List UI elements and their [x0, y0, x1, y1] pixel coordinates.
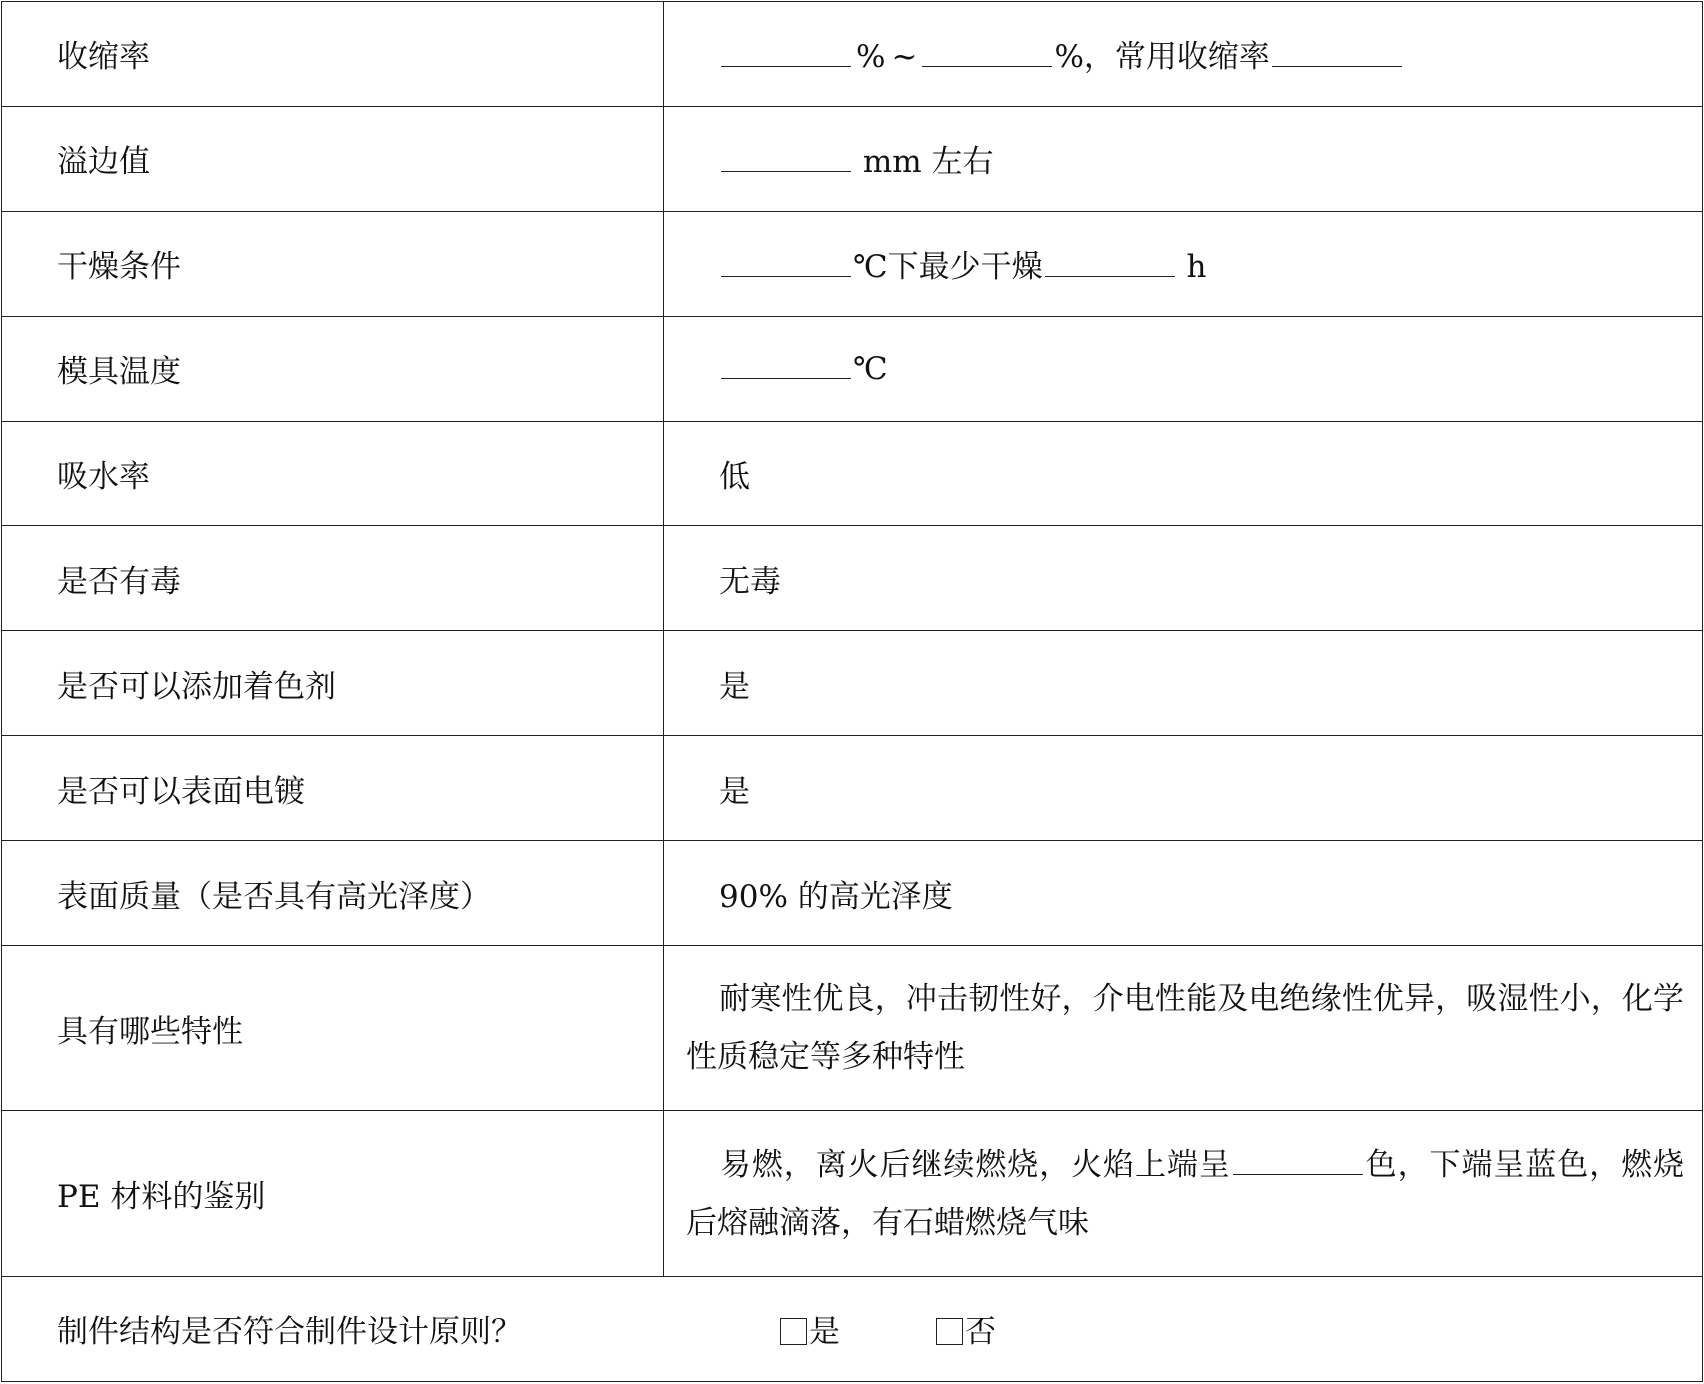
question-text: 制件结构是否符合制件设计原则？ [57, 1314, 522, 1351]
flash-value: mm 左右 [664, 106, 1703, 211]
row-value: 无毒 [664, 526, 1703, 631]
row-value: 90% 的高光泽度 [664, 841, 1703, 946]
table-row [2, 106, 1703, 211]
table-row [2, 946, 1703, 1111]
blank-field[interactable] [1045, 254, 1175, 277]
row-label: PE 材料的鉴别 [2, 1111, 664, 1276]
material-property-table [1, 1, 1703, 1382]
mold-temp-value: ℃ [664, 316, 1703, 421]
blank-field[interactable] [721, 44, 851, 67]
row-value: 是 [664, 631, 1703, 736]
blank-field[interactable] [721, 149, 851, 172]
row-label: 是否可以添加着色剂 [2, 631, 664, 736]
row-label: 是否可以表面电镀 [2, 736, 664, 841]
checkbox-yes[interactable] [780, 1318, 807, 1345]
drying-value: ℃下最少干燥 h [664, 211, 1703, 316]
table-row [2, 316, 1703, 421]
blank-field[interactable] [721, 356, 851, 379]
blank-field[interactable] [922, 44, 1052, 67]
properties-value: 耐寒性优良，冲击韧性好，介电性能及电绝缘性优异，吸湿性小，化学性质稳定等多种特性 [664, 946, 1703, 1111]
row-label: 收缩率 [2, 2, 664, 107]
row-label: 表面质量（是否具有高光泽度） [2, 841, 664, 946]
blank-field[interactable] [1233, 1152, 1363, 1175]
table-row [2, 631, 1703, 736]
identification-value: 易燃，离火后继续燃烧，火焰上端呈 色，下端呈蓝色，燃烧后熔融滴落，有石蜡燃烧气味 [664, 1111, 1703, 1276]
shrinkage-value: % ~ %，常用收缩率 [664, 2, 1703, 107]
row-label: 溢边值 [2, 106, 664, 211]
table-row [2, 2, 1703, 107]
table-row [2, 736, 1703, 841]
table-row [2, 526, 1703, 631]
blank-field[interactable] [721, 254, 851, 277]
row-value: 低 [664, 421, 1703, 526]
row-label: 是否有毒 [2, 526, 664, 631]
option-yes[interactable] [780, 1306, 840, 1351]
table-row [2, 1111, 1703, 1276]
row-label: 模具温度 [2, 316, 664, 421]
option-no-label: 否 [965, 1314, 996, 1351]
footer-row [2, 1276, 1703, 1381]
row-label: 吸水率 [2, 421, 664, 526]
row-value: 是 [664, 736, 1703, 841]
option-yes-label: 是 [809, 1314, 840, 1351]
row-label: 干燥条件 [2, 211, 664, 316]
table-row [2, 211, 1703, 316]
design-principle-question [2, 1276, 1703, 1381]
row-label: 具有哪些特性 [2, 946, 664, 1111]
blank-field[interactable] [1272, 44, 1402, 67]
table-row [2, 841, 1703, 946]
checkbox-no[interactable] [936, 1318, 963, 1345]
table-row [2, 421, 1703, 526]
option-no[interactable] [936, 1306, 996, 1351]
